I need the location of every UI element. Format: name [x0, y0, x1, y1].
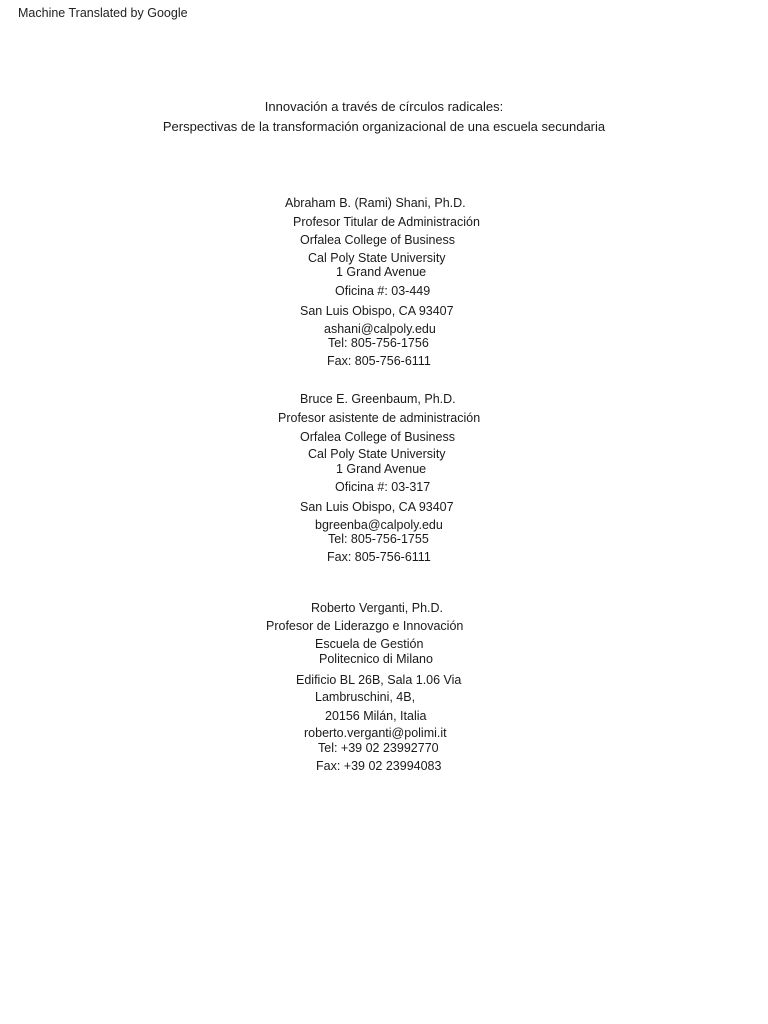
author-tel: Tel: 805-756-1755	[328, 532, 429, 546]
author-fax: Fax: +39 02 23994083	[316, 759, 442, 773]
author-position: Profesor asistente de administración	[278, 411, 481, 425]
author-city: 20156 Milán, Italia	[325, 709, 427, 723]
author-position: Profesor de Liderazgo e Innovación	[266, 619, 464, 633]
author-name: Roberto Verganti, Ph.D.	[311, 601, 444, 615]
author-email: ashani@calpoly.edu	[324, 322, 436, 336]
author-email: roberto.verganti@polimi.it	[304, 726, 447, 740]
author-tel: Tel: +39 02 23992770	[318, 741, 439, 755]
author-name: Bruce E. Greenbaum, Ph.D.	[300, 392, 456, 406]
author-school: Escuela de Gestión	[315, 637, 424, 651]
author-fax: Fax: 805-756-6111	[327, 550, 431, 564]
author-college: Orfalea College of Business	[300, 430, 455, 444]
author-city: San Luis Obispo, CA 93407	[300, 500, 454, 514]
author-institution: Politecnico di Milano	[319, 652, 433, 666]
author-tel: Tel: 805-756-1756	[328, 336, 429, 350]
author-street: 1 Grand Avenue	[336, 462, 427, 476]
author-email: bgreenba@calpoly.edu	[315, 518, 443, 532]
author-city: San Luis Obispo, CA 93407	[300, 304, 454, 318]
author-fax: Fax: 805-756-6111	[327, 354, 431, 368]
author-office: Oficina #: 03-317	[335, 480, 431, 494]
author-college: Orfalea College of Business	[300, 233, 455, 247]
title-line-1: Innovación a través de círculos radicales:	[264, 99, 504, 114]
author-office: Oficina #: 03-449	[335, 284, 431, 298]
author-university: Cal Poly State University	[308, 447, 446, 461]
title-line-2: Perspectivas de la transformación organizacional de una escuela secundaria	[162, 119, 606, 134]
author-university: Cal Poly State University	[308, 251, 446, 265]
author-building: Edificio BL 26B, Sala 1.06 Via	[296, 673, 462, 687]
author-position: Profesor Titular de Administración	[293, 215, 480, 229]
author-name: Abraham B. (Rami) Shani, Ph.D.	[285, 196, 466, 210]
author-street: Lambruschini, 4B,	[315, 690, 416, 704]
document-title	[0, 97, 768, 137]
author-street: 1 Grand Avenue	[336, 265, 427, 279]
machine-translation-banner: Machine Translated by Google	[18, 6, 188, 20]
